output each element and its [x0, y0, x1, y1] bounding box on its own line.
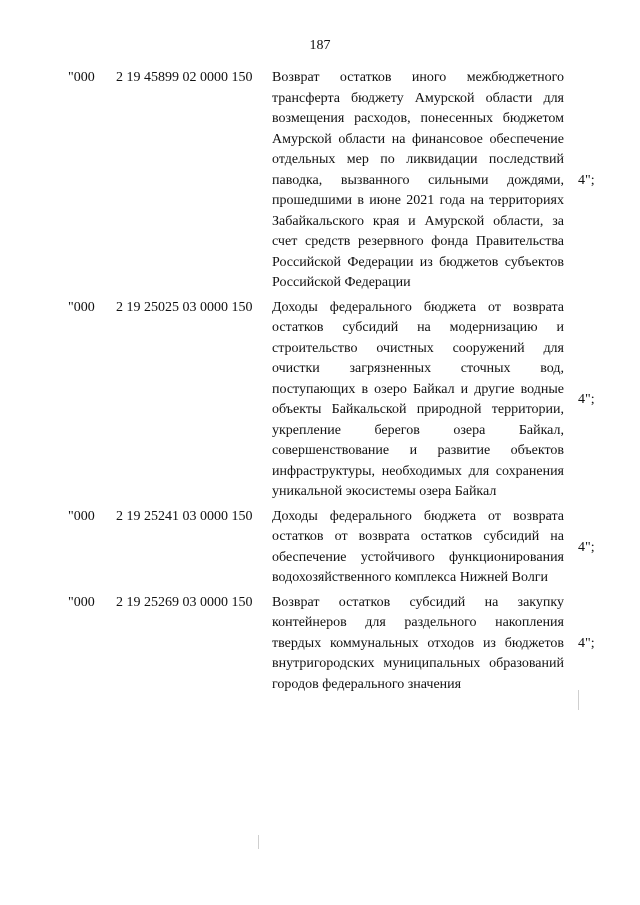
- revenue-description: Возврат остатков субсидий на закупку контейнеров для раздельного накопления твердых коммунальных отходов из бюджетов внутригородских муниципальных образований городов федерального значения: [272, 594, 564, 692]
- revenue-description: Доходы федерального бюджета от возврата остатков от возврата остатков субсидий на обеспечение устойчивого функционирования водохозяйственного комплекса Нижней Волги: [272, 508, 564, 585]
- table-row: [0, 593, 640, 696]
- admin-code: "000: [68, 299, 95, 315]
- row-suffix: 4";: [578, 635, 595, 651]
- row-suffix: 4";: [578, 392, 595, 407]
- budget-classification-code: 2 19 25241 03 0000 150: [116, 508, 253, 524]
- table-row: [0, 68, 640, 294]
- budget-classification-code: 2 19 45899 02 0000 150: [116, 70, 253, 85]
- revenue-description: Доходы федерального бюджета от возврата остатков субсидий на модернизацию и строительство очистных сооружений для очистки загрязненных сточных вод, поступающих в озеро Байкал и другие водные объекты Байкальской природной территории, укрепление берегов озера Байкал, совершенствование и развитие объектов инфраструктуры, необходимых для сохранения уникальной экосистемы озера Байкал: [272, 299, 564, 499]
- table-row: [0, 507, 640, 589]
- revenue-code-table: [0, 68, 640, 699]
- row-suffix: 4";: [578, 172, 595, 188]
- revenue-description: Возврат остатков иного межбюджетного трансферта бюджету Амурской области для возмещения расходов, понесенных бюджетом Амурской области на финансовое обеспечение отдельных мер по ликвидации последствий паводка, вызванного сильными дождями, прошедшими в июне 2021 года на территориях Забайкальского края и Амурской области, за счет средств резервного фонда Правительства Российской Федерации из бюджетов субъектов Российской Федерации: [272, 70, 564, 290]
- admin-code: "000: [68, 508, 95, 524]
- scan-artifact: [578, 690, 579, 710]
- admin-code: "000: [68, 594, 95, 610]
- row-suffix: 4";: [578, 539, 595, 555]
- admin-code: "000: [68, 70, 95, 85]
- budget-classification-code: 2 19 25025 03 0000 150: [116, 299, 253, 315]
- scan-artifact: [258, 835, 259, 849]
- table-row: [0, 298, 640, 503]
- page-number: 187: [309, 38, 331, 53]
- budget-classification-code: 2 19 25269 03 0000 150: [116, 594, 253, 610]
